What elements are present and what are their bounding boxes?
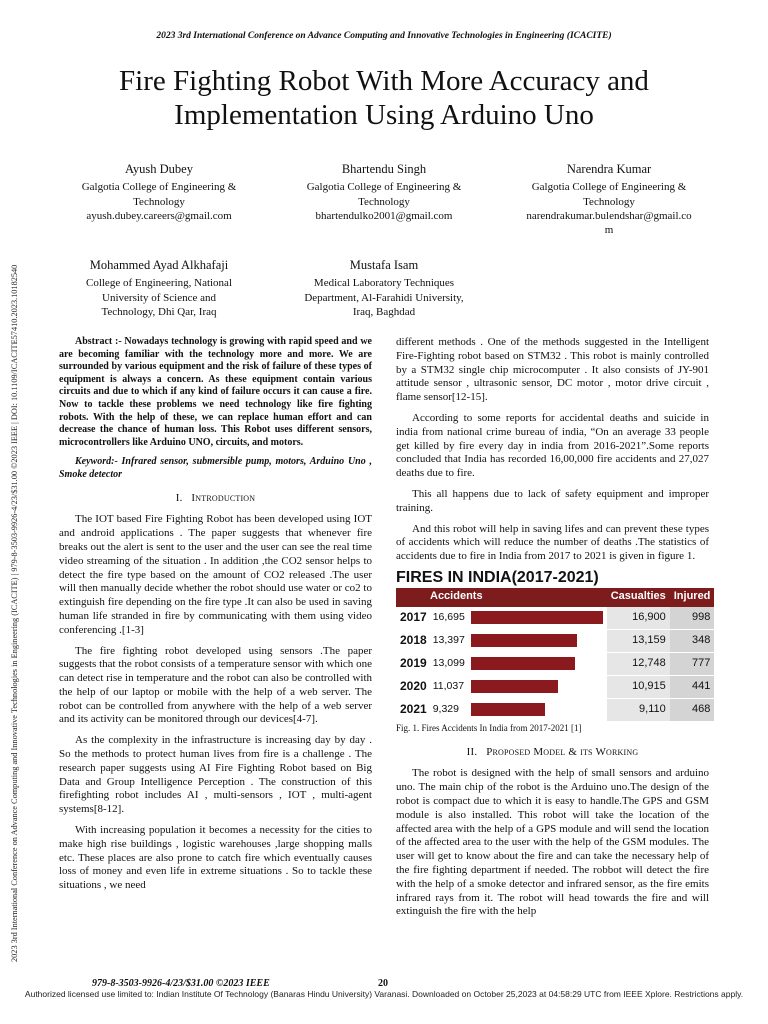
accidents-bar	[471, 657, 575, 670]
author-email: bhartendulko2001@gmail.com	[315, 209, 453, 222]
author-name: Bhartendu Singh	[341, 162, 427, 176]
body-paragraph: This all happens due to lack of safety equipment and improper training.	[396, 487, 709, 514]
accidents-value: 9,329	[432, 702, 459, 715]
author-3	[504, 162, 714, 237]
abstract-text: Abstract :- Nowadays technology is growing with rapid speed and we are becoming familiar with the technology more and more. We are surrounded by various equipment and the risk of failure of these types of equipment is always a concern. As these equipment contain various circuits and due to which if any kind of failure occurs it can cause a fire. Now to tackle these problems we need technology like fire fighting robots. With the help of these, we can replace human effort and can decrease the chance of human loss. This Robot uses different sensors, microcontrollers like Arduino UNO, circuits, and motors.	[59, 336, 372, 448]
accidents-cell	[431, 675, 607, 698]
casualties-value: 12,748	[607, 652, 670, 675]
author-affiliation: Galgotia College of Engineering &	[531, 181, 687, 194]
accidents-bar	[471, 611, 603, 624]
table-row	[396, 629, 714, 652]
section-title: Introduction	[191, 491, 256, 504]
body-paragraph: And this robot will help in saving lifes and can prevent these types of accidents which will reduce the number of deaths .The statistics of accidents due to fire in India from 2017 to 2021 is given in figure 1.	[396, 522, 709, 563]
accidents-cell	[431, 652, 607, 675]
year-label: 2020	[396, 675, 431, 698]
author-name: Narendra Kumar	[566, 162, 652, 176]
injured-value: 998	[670, 607, 715, 630]
author-email: narendrakumar.bulendshar@gmail.co	[526, 209, 692, 222]
author-2	[279, 162, 489, 223]
author-affiliation: Technology	[358, 195, 410, 208]
paper-title	[60, 64, 708, 132]
table-row	[396, 652, 714, 675]
title-line-2: Implementation Using Arduino Uno	[174, 99, 594, 131]
abstract	[59, 336, 372, 482]
author-affiliation: Galgotia College of Engineering &	[306, 181, 462, 194]
intro-paragraph: The fire fighting robot developed using sensors .The paper suggests that the robot consists of a temperature sensor with which one can detect rise in temperature and the robot can also be controlled with the help of our laptop or mobile with the help of a web server. The robot can be controlled from anywhere with the help of a web server and its activity can be monitored through our devices[4-7].	[59, 644, 372, 726]
accidents-cell	[431, 629, 607, 652]
injured-value: 348	[670, 629, 715, 652]
intro-paragraph: As the complexity in the infrastructure is increasing day by day . So the methods to protect human lives from fire is a challenge . The research paper suggests using AI Fire Fighting Robot based on Big Data and Group Intelligence Perception . The construction of this firefighting robot includes AI , multi-sensors , IOT , multi-agent systems[8-12].	[59, 734, 372, 816]
author-affiliation: Technology	[133, 195, 185, 208]
year-label: 2021	[396, 698, 431, 721]
casualties-value: 16,900	[607, 607, 670, 630]
casualties-value: 10,915	[607, 675, 670, 698]
accidents-cell	[431, 607, 607, 630]
body-paragraph: According to some reports for accidental deaths and suicide in india from national crime bureau of india, “On an average 33 people get killed by fire every day in india from 2016-2021”.Some reports concluded that India has recorded 16,00,000 fire accidents and 27,027 deaths due to fire.	[396, 411, 709, 480]
author-name: Mustafa Isam	[349, 258, 419, 272]
accidents-cell	[431, 698, 607, 721]
right-column	[396, 336, 709, 926]
accidents-bar	[471, 680, 558, 693]
accidents-value: 16,695	[432, 610, 465, 623]
author-email-cont: m	[604, 224, 614, 237]
accidents-value: 13,397	[432, 633, 465, 646]
header-casualties: Casualties	[607, 588, 670, 607]
author-name: Ayush Dubey	[125, 162, 193, 176]
year-label: 2017	[396, 607, 431, 630]
sidebar-doi: 2023 3rd International Conference on Advance Computing and Innovative Technologies in Engineering (ICACITE) | 979-8-3503-9926-4/23/$31.00 ©2023 IEEE | DOI: 10.1109/ICACITE57410.2023.10182540	[10, 264, 19, 962]
section-heading-introduction	[59, 492, 372, 506]
fire-stats-table	[396, 588, 714, 722]
figure-title: FIRES IN INDIA(2017-2021)	[396, 568, 599, 586]
casualties-value: 9,110	[607, 698, 670, 721]
section-heading-proposed-model	[396, 746, 709, 760]
author-1	[54, 162, 264, 223]
intro-paragraph: With increasing population it becomes a necessity for the cities to make high rise buildings , logistic warehouses ,large shopping malls etc. These places are also prone to catch fire which eventually causes loss of money and even life in extreme situations . So to tackle these situations , we need	[59, 824, 372, 892]
injured-value: 468	[670, 698, 715, 721]
author-affiliation: Galgotia College of Engineering &	[81, 181, 237, 194]
table-row	[396, 675, 714, 698]
header-accidents: Accidents	[396, 588, 607, 607]
license-notice: Authorized licensed use limited to: Indian Institute Of Technology (Banaras Hindu University) Varanasi. Downloaded on October 25,2023 at 04:58:29 UTC from IEEE Xplore. Restrictions apply.	[24, 989, 744, 999]
injured-value: 441	[670, 675, 715, 698]
author-affiliation: Technology, Dhi Qar, Iraq	[101, 305, 217, 318]
accidents-bar	[471, 703, 545, 716]
injured-value: 777	[670, 652, 715, 675]
table-row	[396, 607, 714, 630]
title-line-1: Fire Fighting Robot With More Accuracy and	[119, 65, 649, 97]
accidents-value: 11,037	[432, 679, 465, 692]
accidents-value: 13,099	[432, 656, 465, 669]
table-row	[396, 698, 714, 721]
author-email: ayush.dubey.careers@gmail.com	[86, 209, 232, 222]
author-affiliation: Medical Laboratory Techniques	[313, 277, 455, 290]
figure-caption: Fig. 1. Fires Accidents In India from 2017-2021 [1]	[396, 722, 582, 733]
footer-isbn: 979-8-3503-9926-4/23/$31.00 ©2023 IEEE	[92, 978, 270, 989]
left-column	[59, 336, 372, 900]
section-number: I.	[175, 491, 183, 504]
body-paragraph: The robot is designed with the help of small sensors and arduino uno. The main chip of the robot is the Arduino uno.The design of the robot is compact due to which it is easy to handle.The GPS and GSM module is also installed. This robot will take the location of the affected area with the help of a GPS module and will send the location of the affected area to the user with the help of the GSM modules. The user will get to know about the fire and can take the necessary help of the fire fighting department if needed. The robbot will detect the fire with the help of a smoke detector and infrared sensor, as the fire emits infrared rays from it. The robot will head towards the fire and will extinguish the fire with the help	[396, 767, 709, 918]
figure-1	[396, 568, 711, 736]
fire-stats-body	[396, 607, 714, 722]
intro-paragraph: The IOT based Fire Fighting Robot has been developed using IOT and android applications . The paper suggests that whenever fire breaks out the alert is sent to the user and the user can see the real time video streaming of the situation . In addition ,the CO2 sensor helps to detect the fire type based on the amount of CO2 released .The user will then manually decide whether the robot should use water or co2 to extinguish fire depending on the fire type .It can also be used in saving human life stranded in fire by communicating with them using video conferencing .[1-3]	[59, 513, 372, 636]
keywords: Keyword:- Infrared sensor, submersible pump, motors, Arduino Uno , Smoke detector	[59, 456, 372, 480]
casualties-value: 13,159	[607, 629, 670, 652]
page-number: 20	[378, 978, 388, 989]
author-affiliation: University of Science and	[102, 291, 216, 304]
author-4	[54, 258, 264, 319]
author-affiliation: Technology	[583, 195, 635, 208]
author-name: Mohammed Ayad Alkhafaji	[89, 258, 229, 272]
section-number: II.	[466, 745, 478, 758]
author-affiliation: Department, Al-Farahidi University,	[304, 291, 464, 304]
header-injured: Injured	[670, 588, 715, 607]
body-paragraph: different methods . One of the methods suggested in the Intelligent Fire-Fighting robot based on STM32 . This robot is mainly controlled by a STM32 single chip microcomputer . It also consists of JY-901 attitude sensor , ultrasonic sensor, DC motor , motor drive circuit , flame sensor[12-15].	[396, 336, 709, 404]
year-label: 2018	[396, 629, 431, 652]
author-affiliation: Iraq, Baghdad	[352, 305, 416, 318]
conference-header: 2023 3rd International Conference on Advance Computing and Innovative Technologies in Engineering (ICACITE)	[156, 31, 612, 41]
author-5	[279, 258, 489, 319]
section-title: Proposed Model & its Working	[486, 745, 639, 758]
year-label: 2019	[396, 652, 431, 675]
accidents-bar	[471, 634, 577, 647]
author-affiliation: College of Engineering, National	[85, 277, 232, 290]
